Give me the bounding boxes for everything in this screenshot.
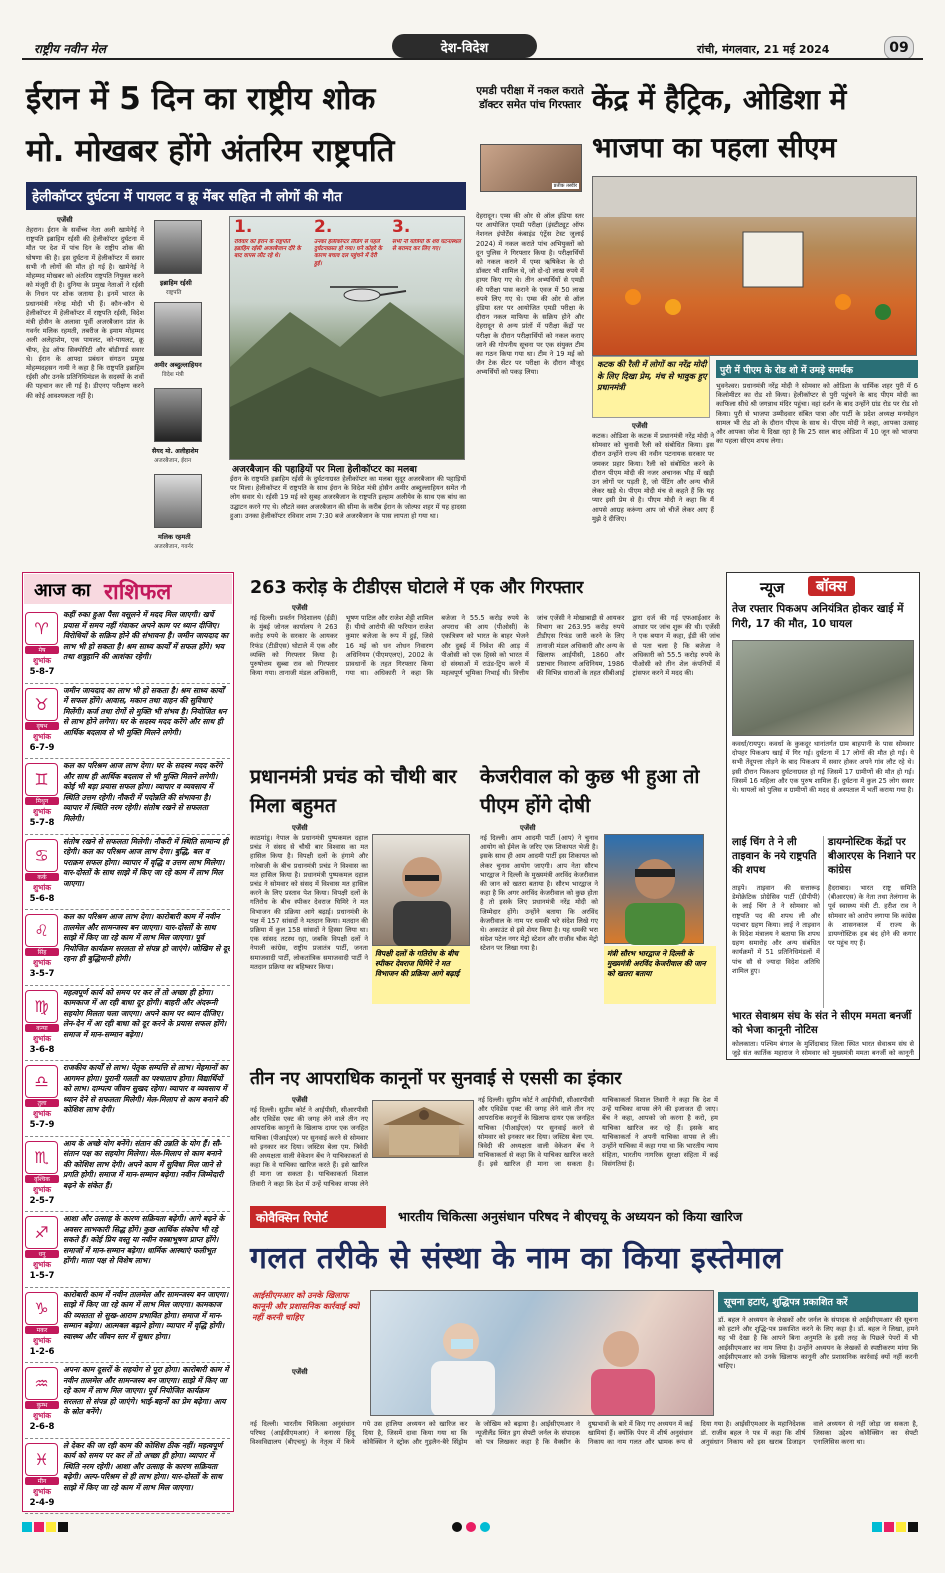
- header-rule: [22, 58, 923, 60]
- sc-photo: [372, 1100, 474, 1158]
- iran-byline: एजेंसी: [57, 216, 73, 224]
- rashi-prediction: कल का परिश्रम आज लाभ देगा। कारोबारी काम में नवीन तालमेल और सामन्जस्य बन जाएगा। यार-दोस्तों के साथ साझे में किए जा रहे काम में लाभ मिल जाएगा। पूर्व नियोजित कार्यक्रम सरलता से संपन्न हो जाएंगे। जोखिम से दूर रहना ही बुद्धिमानी होगी।: [63, 912, 230, 964]
- rashi-row: [25, 684, 230, 760]
- bjp-rally-photo: [592, 176, 917, 356]
- rashi-name: वृषभ: [25, 722, 59, 730]
- shubhank-label: शुभांक: [32, 1184, 52, 1194]
- rashifal-title-plain: आज का: [34, 580, 91, 601]
- diagnostic-body: हैदराबाद। भारत राष्ट्र समिति (बीआरएस) के नेता तथा तेलंगाना के पूर्व स्वास्थ्य मंत्री टी. हरीश राव ने सोमवार को आरोप लगाया कि कांग्रेस के शासनकाल में राज्य के डायग्नोस्टिक हब बंद होने की कगार पर पहुंच गए हैं।: [828, 884, 916, 948]
- sc-body-left: नई दिल्ली। सुप्रीम कोर्ट ने आईपीसी, सीआरपीसी और एविडेंस एक्ट की जगह लेने वाले तीन नए आपराधिक कानूनों के खिलाफ दायर एक जनहित याचिका (पीआईएल) पर सुनवाई करने से सोमवार को इनकार कर दिया। जस्टिस बेला एम. त्रिवेदी की अध्यक्षता वाली वेकेशन बेंच ने याचिकाकर्ता से कहा कि वे याचिका खारिज करते हैं। इसे खारिज ही माना जा सकता है। याचिकाकर्ता विशाल तिवारी ने कहा कि देश में उन्हें याचिका वापस लेने: [250, 1106, 368, 1188]
- helicopter-crash-photo: [229, 216, 465, 460]
- sc-byline: एजेंसी: [292, 1096, 308, 1104]
- crowd-illustration: [593, 177, 917, 356]
- shubhank-number: 5-8-7: [29, 667, 55, 677]
- step-2-number: 2.: [314, 217, 333, 237]
- step-3-number: 3.: [392, 217, 411, 237]
- reg-mark: [884, 1522, 894, 1532]
- rashi-row: [25, 1439, 230, 1515]
- crash-body: कवर्धा/रायपुर। कवर्धा के कुकदूर थानांतर्गत ग्राम बाहपानी के पास सोमवार दोपहर पिकअप खाई में गिर गई। दुर्घटना में 17 लोगों की मौत हो गई। ये सभी तेंदूपत्ता तोड़ने के बाद पिकअप में सवार होकर अपने गांव लौट रहे थे। इसी दौरान पिकअप दुर्घटनाग्रस्त हो गई जिसमें 17 ग्रामीणों की मौत हो गई। जिसमें 16 महिला और एक पुरुष शामिल हैं। दुर्घटना में कुल 25 लोग सवार थे। घायलों को पुलिस व ग्रामीणों की मदद से अस्पताल में भर्ती कराया गया है।: [732, 740, 914, 795]
- rashi-name: तुला: [25, 1099, 59, 1107]
- rashi-name: मिथुन: [25, 797, 59, 805]
- person-card: [150, 300, 226, 380]
- rashi-prediction: कल का परिश्रम आज लाभ देगा। घर के सदस्य मदद करेंगे और साथ ही आर्थिक बदलाव से भी मुक्ति मिलने लगेगी। कोई भी बड़ा प्रयास सफल होगा। व्यापार व व्यवसाय में स्थिति उत्तम रहेगी। नौकरी में पदोन्नति की संभावना है। व्यापार में स्थिति नरम रहेगी। संतोष रखने से सफलता मिलेगी।: [63, 761, 223, 823]
- rashi-row: [25, 910, 230, 986]
- prachanda-caption: विपक्षी दलों के गतिरोध के बीच स्पीकर देवराज घिमिरे ने मत विभाजन की प्रक्रिया आगे बढ़ाई: [372, 946, 470, 1004]
- covaxin-byline: एजेंसी: [292, 1368, 308, 1376]
- rashi-prediction: आय के अच्छे योग बनेंगे। संतान की उन्नति के योग हैं। सौ-संतान पक्ष का सहयोग मिलेगा। मेल-मिलाप से काम बनाने की कोशिश लाभ देगी। अपने काम में सुविधा मिल जाने से प्रगति होगी। समाज में मान-सम्मान बढ़ेगा। नवीन जिम्मेदारी बढ़ने के संकेत हैं।: [63, 1138, 224, 1190]
- newsbox-title-accent: बॉक्स: [808, 576, 855, 596]
- bjp-headline-1: केंद्र में हैट्रिक, ओडिशा में: [592, 83, 847, 116]
- person-name: अमीर अब्दुल्लाहियन: [154, 361, 202, 369]
- notice-header: [718, 1292, 918, 1312]
- shubhank-number: 5-6-8: [29, 893, 55, 904]
- rashi-row: [25, 759, 230, 835]
- shubhank-label: शुभांक: [32, 1411, 52, 1420]
- bjp-caption-box: [592, 356, 710, 418]
- notice-body: डॉ. बहल ने अध्ययन के लेखकों और जर्नल के संपादक से आईसीएमआर की सूचना को हटाने और शुद्धि-पत्र प्रकाशित करने के लिए कहा है। डॉ. बहल ने लिखा, हमने यह भी देखा है कि आपने बिना अनुमति के इसी तरह के पिछले पेपरों में भी आईसीएमआर का नाम लिया है। उन्होंने अध्ययन के लेखकों से स्पष्टीकरण मांगा कि आईसीएमआर को उनके खिलाफ कानूनी और प्रशासनिक कार्रवाई क्यों नहीं करनी चाहिए।: [718, 1316, 918, 1371]
- shubhank-label: शुभांक: [32, 958, 52, 967]
- zodiac-icon: ♒: [25, 1367, 58, 1400]
- person-name: मलिक रहमती: [158, 533, 191, 541]
- reg-mark: [872, 1522, 882, 1532]
- shubhank-label: शुभांक: [32, 1486, 52, 1496]
- bjp-caption-text: कटक की रैली में लोगों का नरेंद्र मोदी के लिए दिखा प्रेम, मंच से भावुक हुए प्रधानमंत्री: [597, 359, 707, 392]
- prachanda-headline: प्रधानमंत्री प्रचंड को चौथी बार मिला बहुमत: [250, 765, 457, 817]
- person-name: सैयद मो. अलीहाशेम: [152, 448, 199, 455]
- shubhank-number: 2-5-7: [29, 1195, 55, 1206]
- rashi-prediction: महत्वपूर्ण कार्य को समय पर कर लें तो अच्छा ही होगा। कामकाज में आ रही बाधा दूर होगी। बाहरी और अंदरूनी सहयोग मिलता चला जाएगा। अपने काम पर ध्यान दीजिए। लेन-देन में आ रही बाधा को दूर करने के प्रयास सफल होंगे। समाज में मान-सम्मान बढ़ेगा।: [63, 987, 227, 1039]
- sc-body-right: नई दिल्ली। सुप्रीम कोर्ट ने आईपीसी, सीआरपीसी और एविडेंस एक्ट की जगह लेने वाले तीन नए आपराधिक कानूनों के खिलाफ दायर एक जनहित याचिका (पीआईएल) पर सुनवाई करने से सोमवार को इनकार कर दिया। जस्टिस बेला एम. त्रिवेदी की अध्यक्षता वाली वेकेशन बेंच ने याचिकाकर्ता से कहा कि वे याचिका खारिज करते हैं। इसे खारिज ही माना जा सकता है। याचिकाकर्ता विशाल तिवारी ने कहा कि देश में उन्हें याचिका वापस लेने की इजाजत दी जाए। बेंच ने कहा, आपको जो करना है करो, हम याचिका खारिज कर रहे हैं। इसके बाद याचिकाकर्ता ने अपनी याचिका वापस ले ली। उन्होंने याचिका में कहा गया था कि भारतीय न्याय संहिता, भारतीय नागरिक सुरक्षा संहिता में कई विसंगतियां हैं।: [478, 1096, 718, 1169]
- rashi-row: [25, 608, 230, 684]
- mountain-caption: अजरबैजान की पहाड़ियों पर मिला हेलीकॉप्टर का मलबा: [232, 464, 417, 475]
- newsbox-title: [760, 576, 910, 598]
- rashi-prediction: अपना काम दूसरों के सहयोग से पूरा होगा। कारोबारी काम में नवीन तालमेल और सामन्जस्य बन जाएगा। साझे में किए जा रहे काम में लाभ मिल जाएगा। पूर्व नियोजित कार्यक्रम सरलता से संपन्न हो जाएंगे। भाई-बहनों का प्रेम बढ़ेगा। आय के स्रोत बनेंगे।: [63, 1365, 229, 1417]
- shubhank-number: 5-7-9: [29, 1120, 55, 1130]
- newsbox-title-plain: न्यूज: [760, 579, 785, 597]
- mountain-body: ईरान के राष्ट्रपति इब्राहिम रईसी के दुर्घटनाग्रस्त हेलीकॉप्टर का मलबा सुदूर अजरबैजान की पहाड़ियों पर मिला। हेलीकॉप्टर में राष्ट्रपति के साथ ईरान के विदेश मंत्री होसैन अमीर अब्दुल्लाहियन समेत नौ लोग सवार थे। रईसी 19 मई को सुबह अजरबैजान के राष्ट्रपति इल्हाम अलीयेव के साथ एक बांध का उद्घाटन करने गए थे। लौटते वक्त अजरबैजान की सीमा के करीब ईरान के जोल्फा शहर में यह हादसा हुआ। उनका हेलीकॉप्टर रविवार शाम 7:30 बजे अजरबैजान के पास लापता हो गया था।: [230, 475, 466, 520]
- zodiac-icon: ♋: [25, 839, 58, 872]
- person-photo: [154, 388, 202, 442]
- shubhank-label: शुभांक: [32, 1335, 52, 1345]
- shubhank-label: शुभांक: [32, 1260, 52, 1269]
- mbbs-photo: [480, 144, 582, 192]
- person-photo: [154, 474, 202, 528]
- reg-mark: [46, 1522, 56, 1532]
- newsbox-column-rule: [823, 836, 824, 1008]
- zodiac-icon: ♌: [25, 914, 58, 947]
- zodiac-icon: ♉: [25, 688, 58, 721]
- zodiac-icon: ♏: [25, 1141, 58, 1174]
- reg-mark: [58, 1522, 68, 1532]
- mbbs-body: देहरादून। एम्स की ओर से ऑल इंडिया स्तर पर आयोजित एमडी परीक्षा (इंस्टीट्यूट ऑफ नेशनल इंपोर्टेंस कंबाइंड एंट्रेंस टेस्ट जुलाई 2024) में नकल कराते पांच अभियुक्तों को दून पुलिस ने गिरफ्तार किया है। परीक्षार्थियों को नकल कराने में एम्स ऋषिकेश के दो डॉक्टर भी शामिल थे, जो दो-दो लाख रुपये में हायर किए गए थे। तीन अभ्यर्थियों से एमडी की परीक्षा पास कराने के एवज में 50 लाख रुपये लिए गए थे। एम्स की ओर से ऑल इंडिया स्तर पर आयोजित एमडी परीक्षा के दौरान नकल माफिया के सक्रिय होने और देहरादून से अन्य प्रांतों में परीक्षा केंद्रों पर परीक्षा के दौरान परीक्षार्थियों को नकल कराए जाने की गोपनीय सूचना पर एक संयुक्त टीम का गठन किया गया था। टीम ने 19 मई को जैन टेक सेंटर पर परीक्षा के दौरान मौजूद अभ्यर्थियों को पकड़ लिया।: [476, 212, 584, 377]
- shubhank-number: 2-6-8: [29, 1422, 55, 1432]
- kejriwal-byline: एजेंसी: [520, 824, 536, 832]
- shubhank-label: शुभांक: [32, 807, 52, 816]
- iran-subhead: [26, 182, 466, 210]
- taiwan-body: ताइपे। ताइवान की सत्तारूढ़ डेमोक्रेटिक प्रोग्रेसिव पार्टी (डीपीपी) के लाई चिंग ते ने सोमवार को राष्ट्रपति पद की शपथ ली और पदभार ग्रहण किया। लाई ने ताइवान के विदेश मंत्रालय ने बताया कि शपथ ग्रहण समारोह और अन्य संबंधित कार्यक्रमों में 51 प्रतिनिधिमंडलों में पांच सौ से ज्यादा विदेश अतिथि शामिल हुए।: [732, 884, 820, 975]
- rashi-row: [25, 1212, 230, 1288]
- shubhank-label: शुभांक: [32, 656, 52, 665]
- bjp-headline-2: भाजपा का पहला सीएम: [592, 131, 837, 164]
- rashi-name: मकर: [25, 1326, 59, 1334]
- page-number-badge: [884, 36, 914, 60]
- section-title: देश-विदेश: [440, 41, 489, 56]
- rashi-prediction: जमीन जायदाद का लाभ भी हो सकता है। श्रम साध्य कार्यों में सफल होंगे। आवास, मकान तथा वाहन की सुविधाएं मिलेंगी। कर्ज तथा रोगों से मुक्ति भी संभव है। नियोजित धन से लाभ होने लगेगा। घर के सदस्य मदद करेंगे और साथ ही आर्थिक बदलाव से भी मुक्ति मिलने लगेगी।: [63, 685, 227, 737]
- prachanda-photo: [372, 834, 470, 946]
- reg-mark: [22, 1522, 32, 1532]
- zodiac-icon: ♍: [25, 990, 58, 1023]
- shubhank-number: 2-4-9: [29, 1497, 55, 1508]
- shubhank-number: 3-6-8: [29, 1044, 55, 1055]
- shubhank-number: 3-5-7: [29, 969, 55, 979]
- person-card: [150, 218, 226, 298]
- crash-headline: तेज रफ्तार पिकअप अनियंत्रित होकर खाई में गिरी, 17 की मौत, 10 घायल: [732, 603, 904, 630]
- step-2-text: उनका हेलीकॉप्टर लैंडिंग से पहले दुर्घटनाग्रस्त हो गया। घने कोहरे के कारण बचाव दल पहुंचने में देरी हुई।: [314, 239, 382, 267]
- kejriwal-caption: मंत्री सौरभ भारद्वाज ने दिल्ली के मुख्यमंत्री अरविंद केजरीवाल की जान को खतरा बताया: [604, 946, 716, 1004]
- dateline: रांची, मंगलवार, 21 मई 2024: [697, 43, 830, 56]
- zodiac-icon: ♎: [25, 1065, 58, 1098]
- step-3-text: सभी नौ यात्रियों के शव घटनास्थल से बरामद कर लिए गए।: [392, 239, 461, 253]
- shubhank-number: 5-7-8: [29, 818, 55, 828]
- rashi-name: मेष: [25, 646, 59, 654]
- person-photo: [154, 302, 202, 356]
- iran-body: तेहरान। ईरान के सर्वोच्च नेता अली खामेनेई ने राष्ट्रपति इब्राहिम रईसी की हेलीकॉप्टर दुर्घटना में मौत पर देश में पांच दिन के राष्ट्रीय शोक की घोषणा की है। इस दुर्घटना में हेलीकॉप्टर में सवार सभी नौ लोगों की मौत हो गई है। खामेनेई ने मोहम्मद मोखबर को अंतरिम राष्ट्रपति नियुक्त करने को मंजूरी दी है। दुनिया के प्रमुख नेताओं ने रईसी के निधन पर शोक जताया है। इनमें भारत के प्रधानमंत्री नरेन्द्र मोदी भी हैं। कौन-कौन थे हेलीकॉप्टर में हेलीकॉप्टर में राष्ट्रपति रईसी, विदेश मंत्री होसैन के अलावा पूर्वी अजरबैजान प्रांत के गवर्नर मलिक रहमती, तबरीज के इमाम मोहम्मद अली अलेहाशेम, एक पायलट, को-पायलट, क्रू चीफ, हेड ऑफ सिक्योरिटी और बॉडीगार्ड सवार थे। ईरान के आपदा प्रबंधन संगठन प्रमुख मोहम्मदहसन नामी ने कहा है कि राष्ट्रपति इब्राहिम रईसी और उनके प्रतिनिधिमंडल के सदस्यों के शवों की पहचान कर ली गई है। डीएनए परीक्षण करने की कोई आवश्यकता नहीं है।: [26, 226, 144, 400]
- iran-headline-2: मो. मोखबर होंगे अंतरिम राष्ट्रपति: [26, 133, 395, 169]
- person-role: राष्ट्रपति: [166, 290, 182, 296]
- rashi-row: [25, 1288, 230, 1364]
- saint-headline: भारत सेवाश्रम संघ के संत ने सीएम ममता बनर्जी को भेजा कानूनी नोटिस: [732, 1011, 912, 1036]
- iran-headline-1: ईरान में 5 दिन का राष्ट्रीय शोक: [26, 81, 376, 117]
- step-1-number: 1.: [234, 217, 253, 237]
- footer-registration-bar: [22, 1522, 920, 1534]
- tds-byline: एजेंसी: [292, 604, 308, 612]
- masthead: राष्ट्रीय नवीन मेल: [34, 42, 106, 56]
- rashi-row: [25, 835, 230, 911]
- zodiac-icon: ♈: [25, 612, 58, 645]
- rashi-row: [25, 1137, 230, 1213]
- iran-subhead-text: हेलीकॉप्टर दुर्घटना में पायलट व क्रू मेंबर सहित नौ लोगों की मौत: [32, 190, 342, 205]
- shubhank-number: 6-7-9: [29, 742, 55, 753]
- reg-mark: [452, 1522, 462, 1532]
- reg-mark: [34, 1522, 44, 1532]
- covaxin-body: नई दिल्ली। भारतीय चिकित्सा अनुसंधान परिषद (आईसीएमआर) ने बनारस हिंदू विश्वविद्यालय (बीएचयू) के नेतृत्व में किये गये उस हालिया अध्ययन को खारिज कर दिया है, जिसमें दावा किया गया था कि कोवैक्सिन ने स्ट्रोक और गुइलैन-बैरे सिंड्रोम के जोखिम को बढ़ाया है। आईसीएमआर ने न्यूजीलैंड स्थित ड्रग सेफ्टी जर्नल के संपादक को पत्र लिखकर कहा है कि वैक्सीन के दुष्प्रभावों के बारे में किए गए अध्ययन में कई खामियां हैं। क्योंकि पेपर में शीर्ष अनुसंधान निकाय का नाम गलत और भ्रामक रूप से दिया गया है। आईसीएमआर के महानिदेशक डॉ. राजीव बहल ने पत्र में कहा कि शीर्ष अनुसंधान निकाय को इस खराब डिजाइन वाले अध्ययन से नहीं जोड़ा जा सकता है, जिसका उद्देश्य कोवैक्सिन का सेफ्टी एनालिसिस करना था।: [250, 1420, 918, 1447]
- reg-mark: [896, 1522, 906, 1532]
- person-photo: [154, 220, 202, 274]
- crash-photo: [732, 640, 914, 736]
- tds-body: नई दिल्ली। प्रवर्तन निदेशालय (ईडी) के मुंबई जोनल कार्यालय ने 263 करोड़ रुपये के सरकार के आयकर रिफंड (टीडीएस) घोटाले में एक और व्यक्ति को गिरफ्तार किया है। पुरुषोत्तम सुब्बा राव को गिरफ्तार किया गया। तानाजी मंडल अधिकारी, भूषण पाटिल और राजेश शेट्टी शामिल हैं। यीयो आरोपी की फरियान राजेश कुमार बजेजा के रूप में हुई, जिसे 16 मई को धन शोधन निवारण अधिनियम (पीएमएलए), 2002 के प्रावधानों के तहत गिरफ्तार किया गया था। अधिकारी ने कहा कि बजेजा ने 55.5 करोड़ रुपये के अपराध की आय (पीओसी) के एकत्रित्रण को भारत के बाहर भेजने और दुबई में निवेश की आड़ में पीओसी को एक हिस्से को भारत में दो संस्थाओं में राउंड-ट्रिप करने में महत्वपूर्ण भूमिका निभाई थी। वित्तीय जांच एजेंसी ने मोखाबाद्री से आयकर विभाग का 263.95 करोड़ रुपये टीडीएस रिफंड जारी करने के लिए तानाजी मंडल अधिकारी और अन्य के खिलाफ आईपीसी, 1860 और प्रष्टाचार निवारण अधिनियम, 1986 की विभिन्न धाराओं के तहत सीबीआई द्वारा दर्ज की गई एफआईआर के आधार पर जांच शुरू की थी। एजेंसी ने एक बयान में कहा, ईडी की जांच से पता चला है कि बजेजा ने अधिकारी को 55.5 करोड़ रुपये के पीओसी को तीन शेल कंपनियों में ट्रांसफर करने में मदद की।: [250, 614, 720, 678]
- rashi-name: कुम्भ: [25, 1401, 59, 1409]
- covaxin-tag-text: कोवैक्सिन रिपोर्ट: [256, 1211, 328, 1225]
- rashi-prediction: संतोष रखने से सफलता मिलेगी। नौकरी में स्थिति सामान्य ही रहेगी। कल का परिश्रम आज लाभ देगा। बुद्धि, बल व पराक्रम सफल होगा। व्यापार में वृद्धि व उत्तम लाभ मिलेगा। वार-दोस्तों के साथ साझे में किए जा रहे काम में लाभ मिल जाएगा।: [63, 836, 229, 888]
- covaxin-tag: [250, 1206, 386, 1228]
- rashi-prediction: कारोबारी काम में नवीन तालमेल और सामन्जस्य बन जाएगा। साझे में किए जा रहे काम में लाभ मिल जाएगा। कामकाज की व्यस्तता से सुख-आराम प्रभावित होगा। समाज में मान-सम्मान बढ़ेगा। आत्मबल बढ़ाने होगा। व्यापार में वृद्धि होगी। स्वास्थ्य और जीवन स्तर में सुधार होगा।: [63, 1289, 229, 1341]
- prachanda-portrait-icon: [373, 835, 471, 947]
- person-card: [150, 386, 226, 466]
- covaxin-kicker: भारतीय चिकित्सा अनुसंधान परिषद ने बीएचयू के अध्ययन को किया खारिज: [398, 1209, 743, 1224]
- rashi-name: मीन: [25, 1477, 59, 1485]
- notice-title: सूचना हटाएं, शुद्धिपत्र प्रकाशित करें: [724, 1297, 848, 1308]
- rashi-prediction: कहीं रुका हुआ पैसा वसूलने में मदद मिल जाएगी। खर्चे प्रयास में समय नहीं गंवाकर अपने काम पर ध्यान दीजिए। विरोधियों के सक्रिय होने की संभावना है। जमीन जायदाद का लाभ भी हो सकता है। श्रम साध्य कार्यों में सफल होंगे। भय तथा शत्रुहानि की आशंका रहेगी।: [63, 610, 229, 662]
- bharadwaj-portrait-icon: [605, 835, 705, 945]
- diagnostic-headline: डायग्नोस्टिक केंद्रों पर बीआरएस के निशाने पर कांग्रेस: [828, 837, 916, 876]
- rashi-row: [25, 986, 230, 1062]
- kejriwal-photo: [604, 834, 704, 944]
- covaxin-headline: गलत तरीके से संस्था के नाम का किया इस्तेमाल: [250, 1241, 783, 1276]
- tds-headline: 263 करोड़ के टीडीएस घोटाले में एक और गिरफ्तार: [250, 578, 584, 598]
- helicopter-icon: [330, 287, 406, 301]
- rashi-name: वृश्चिक: [25, 1175, 59, 1183]
- rashi-name: कन्या: [25, 1024, 59, 1032]
- rashi-name: कर्क: [25, 873, 59, 881]
- reg-mark: [466, 1522, 476, 1532]
- shubhank-label: शुभांक: [32, 1033, 52, 1043]
- rashi-prediction: ले देकर की जा रही काम की कोशिश ठीक नहीं। महत्वपूर्ण कार्य को समय पर कर लें तो अच्छा ही होगा। व्यापार में स्थिति नरम रहेगी। आशा और उत्साह के कारण सक्रियता बढ़ेगी। अल्प-परिश्रम से ही लाभ होगा। यार-दोस्तों के साथ साझे में किए जा रहे काम में लाभ मिल जाएगा।: [63, 1440, 223, 1492]
- rashi-row: [25, 1061, 230, 1137]
- roadshow-body: भुवनेश्वर। प्रधानमंत्री नरेंद्र मोदी ने सोमवार को ओडिशा के धार्मिक शहर पुरी में 6 किलोमीटर का रोड शो किया। हेलीकॉप्टर से पुरी पहुंचने के बाद पीएम मोदी का काफिला सीधे श्री जगन्नाथ मंदिर पहुंचा। वहां दर्शन के बाद उन्होंने ग्रांड रोड पर रोड शो किया। पुरी से भाजपा उम्मीदवार संबित पात्रा और पार्टी के प्रदेश अध्यक्ष मनमोहन सामल भी रोड शो के दौरान पीएम के साथ थे। पीएम मोदी ने कहा, आपका उत्साह और आपका जोश ये दिखा रहा है कि 25 साल बाद ओडिशा में 10 जून को भाजपा का पहला सीएम शपथ लेगा।: [716, 382, 918, 446]
- bjp-body: कटक। ओडिशा के कटक में प्रधानमंत्री नरेंद्र मोदी ने सोमवार को चुनावी रैली को संबोधित किया। इस दौरान उन्होंने राज्य की नवीन पटनायक सरकार पर जमकर प्रहार किया। रैली को संबोधित करने के दौरान पीएम मोदी की नजर अचानक भीड़ में खड़ी उन लोगों पर पड़ती है, जो पेंटिंग और अन्य चीजें लेकर खड़े थे। पीएम मोदी मंच से कहते हैं कि यह प्यार इसी प्रेम से है। पीएम मोदी ने कहा कि मैं आपसे आग्रह करूंगा आप जो चीजें लेकर आए हैं मुझे दे दीजिए।: [592, 432, 714, 523]
- rashifal-title-accent: राशिफल: [104, 580, 172, 605]
- zodiac-icon: ♑: [25, 1292, 58, 1325]
- sc-headline: तीन नए आपराधिक कानूनों पर सुनवाई से एससी का इंकार: [250, 1069, 622, 1089]
- roadshow-title: पुरी में पीएम के रोड शो में उमड़े समर्थक: [720, 365, 853, 376]
- shubhank-label: शुभांक: [32, 731, 52, 741]
- shubhank-label: शुभांक: [32, 882, 52, 892]
- person-card: [150, 472, 226, 552]
- rashi-name: धनु: [25, 1250, 59, 1258]
- prachanda-byline: एजेंसी: [292, 824, 308, 832]
- mbbs-photo-label: प्रतीक तस्वीर: [553, 183, 577, 189]
- rashi-prediction: आशा और उत्साह के कारण सक्रियता बढ़ेगी। आगे बढ़ने के अवसर लाभकारी सिद्ध होंगे। कुछ आर्थिक संकोच भी रहे सकते हैं। कोई प्रिय वस्तु या नवीन वस्त्राभूषण प्राप्त होंगे। समाजों में मान-सम्मान बढ़ेगा। धार्मिक आस्थाएं फलीभूत होंगी। माता पक्ष से विशेष लाभ।: [63, 1214, 225, 1266]
- zodiac-icon: ♓: [25, 1443, 58, 1476]
- iran-people-column: [150, 218, 226, 548]
- page-number: 09: [889, 40, 909, 56]
- saint-body: कोलकाता। पश्चिम बंगाल के मुर्शिदाबाद जिला स्थित भारत सेवाश्रम संघ से जुड़े संत कार्तिक महाराज ने सोमवार को मुख्यमंत्री ममता बनर्जी को कानूनी: [732, 1040, 914, 1058]
- bjp-byline: एजेंसी: [632, 422, 648, 430]
- kejriwal-headline: केजरीवाल को कुछ भी हुआ तो पीएम होंगे दोषी: [480, 765, 700, 817]
- step-1-text: रविवार को ईरान के राष्ट्रपति इब्राहिम रईसी अजरबैजान दौरे के बाद वापस लौट रहे थे।: [234, 239, 301, 260]
- covaxin-pull-quote: आईसीएमआर को उनके खिलाफ कानूनी और प्रशासनिक कार्रवाई क्यों नहीं करनी चाहिए: [252, 1290, 360, 1322]
- rashi-prediction: राजकीय कार्यों से लाभ। पेतृक सम्पत्ति से लाभ। मेहमानों का आगमन होगा। पुरानी गलती का पश्चाताप होगा। विद्यार्थियों को लाभ। दाम्पत्य जीवन सुखद रहेगा। व्यापार व व्यवसाय में ध्यान देने से सफलता मिलेगी। मेल-मिलाप से काम बनाने की कोशिश लाभ देगी।: [63, 1063, 228, 1115]
- reg-mark: [908, 1522, 918, 1532]
- shubhank-label: शुभांक: [32, 1109, 52, 1118]
- person-role: अजरबैजान, ईरान: [154, 458, 192, 464]
- zodiac-icon: ♊: [25, 763, 58, 796]
- person-role: विदेश मंत्री: [162, 372, 184, 378]
- shubhank-number: 1-2-6: [29, 1346, 55, 1357]
- rashi-name: सिंह: [25, 948, 59, 956]
- supreme-court-icon: [373, 1101, 475, 1159]
- zodiac-icon: ♐: [25, 1216, 58, 1249]
- prachanda-body: काठमांडू। नेपाल के प्रधानमंत्री पुष्पकमल दहाल प्रचंड ने संसद से चौथी बार विश्वास का मत हासिल किया है। विपक्षी दलों के हंगामे और नारेबाजी के बीच प्रधानमंत्री प्रचंड ने विश्वास का मत हासिल किया है। प्रधानमंत्री पुष्पकमल दहाल प्रचंड ने सोमवार को संसद में विश्वास मत हासिल करने के लिए प्रस्ताव पेश किया। विपक्षी दलों के गतिरोध के बीच स्पीकर देवराज घिमिरे ने मत विभाजन की प्रक्रिया आगे बढ़ाई। प्रधानमंत्री के पक्ष में 157 सांसदों ने मतदान किया। मतदान की प्रक्रिया में कुल 158 सांसदों ने हिस्सा लिया था। एक सांसद तटस्थ रहा, जबकि विपक्षी दलों ने नेपाली कांग्रेस, राष्ट्रीय प्रजातंत्र पार्टी, जनता समाजवादी पार्टी, लोकतांत्रिक समाजवादी पार्टी ने मतदान प्रक्रिया का बहिष्कार किया।: [250, 834, 368, 971]
- reg-mark: [480, 1522, 490, 1532]
- person-role: अजरबैजान, गवर्नर: [154, 544, 194, 550]
- mbbs-headline: एमडी परीक्षा में नकल कराते डॉक्टर समेत पांच गिरफ्तार: [476, 85, 584, 111]
- person-name: इब्राहिम रईसी: [160, 279, 192, 287]
- shubhank-number: 1-5-7: [29, 1271, 55, 1281]
- roadshow-header: [716, 360, 918, 378]
- section-banner: [392, 34, 537, 58]
- taiwan-headline: लाई चिंग ते ने ली ताइवान के नये राष्ट्रपति की शपथ: [732, 837, 817, 876]
- rashifal-title-bar: [24, 574, 232, 604]
- kejriwal-body: नई दिल्ली। आम आदमी पार्टी (आप) ने चुनाव आयोग को ईमेल के जरिए एक शिकायत भेजी है। इसके साथ ही आम आदमी पार्टी इस शिकायत को लेकर चुनाव आयोग जाएगी। आप नेता सौरभ भारद्वाज ने दिल्ली के मुख्यमंत्री अरविंद केजरीवाल की जान को खतरा बताया है। सौरभ भारद्वाज ने कहा है कि अगर अरविंद केजरीवाल को कुछ होता है तो इसके लिए प्रधानमंत्री नरेंद्र मोदी को जिम्मेदार होंगे। उन्होंने बताया कि अरविंद केजरीवाल के नाम पर धमकी भरे संदेश लिखे गए थे। अकाउंट से इसे शेयर किया है। यह धमकी भरा संदेश पटेल नगर मेट्रो स्टेशन और राजीव चौक मेट्रो स्टेशन पर लिखा गया है।: [480, 834, 598, 953]
- rashi-row: [25, 1363, 230, 1439]
